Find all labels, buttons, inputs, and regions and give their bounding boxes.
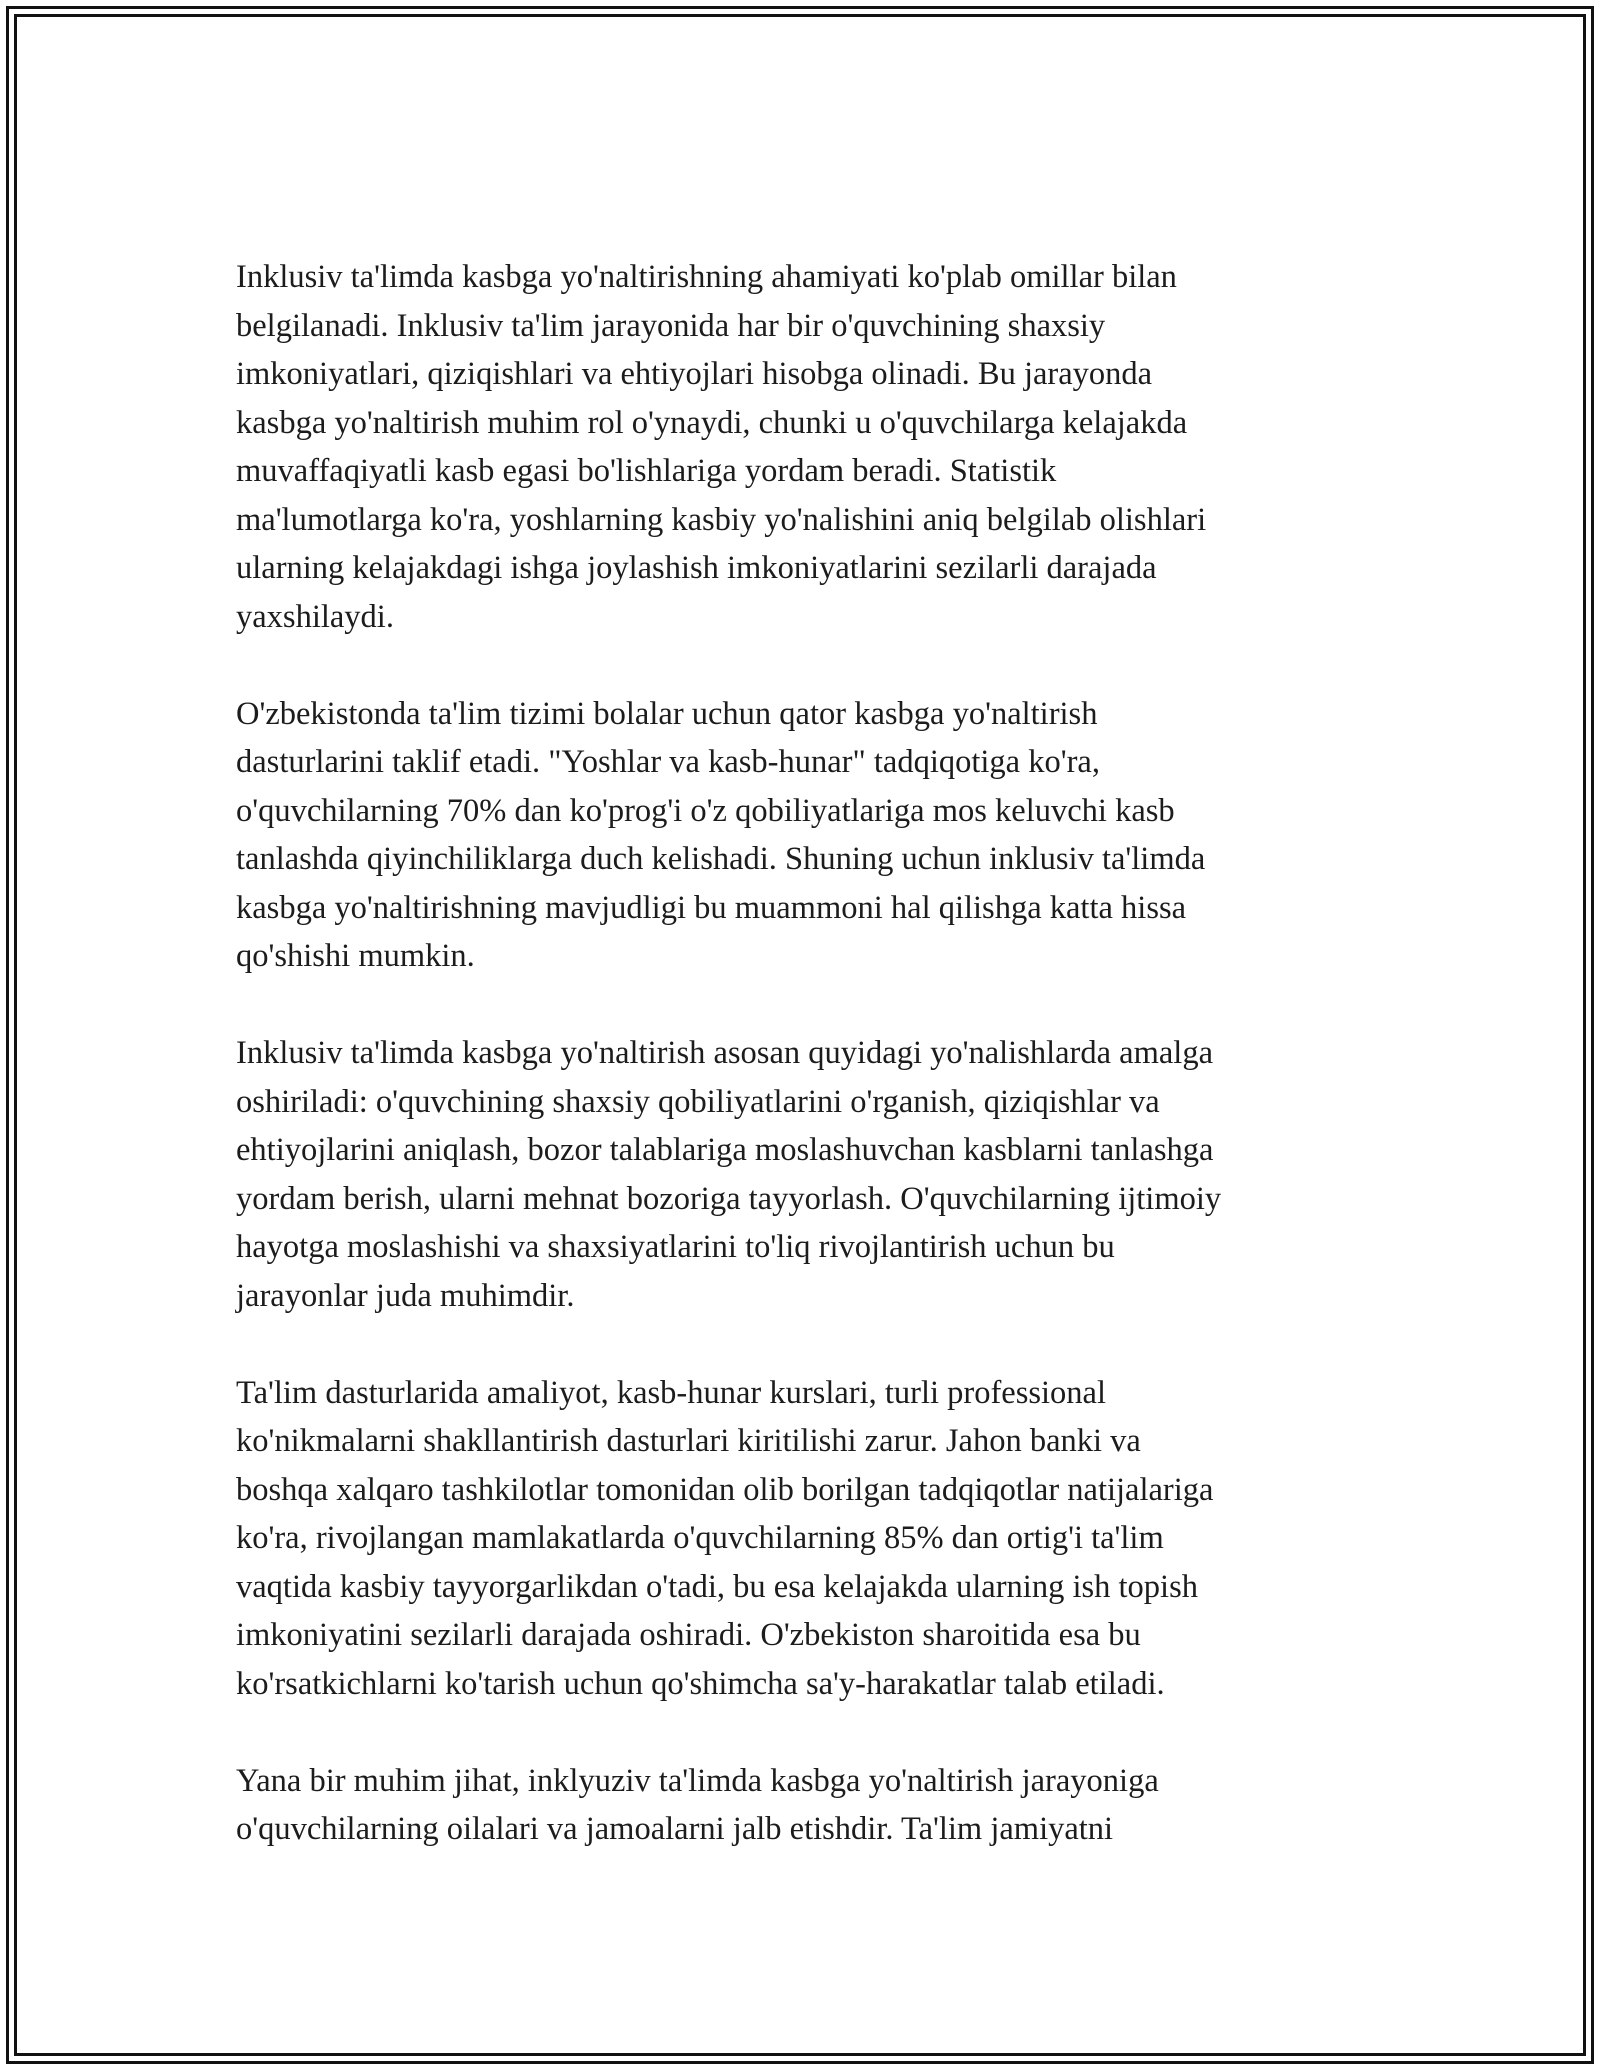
text-line: ko'nikmalarni shakllantirish dasturlari kiritilishi zarur. Jahon banki va bbox=[236, 1423, 1141, 1459]
text-line: Inklusiv ta'limda kasbga yo'naltirish asosan quyidagi yo'nalishlarda amalga bbox=[236, 1035, 1213, 1071]
text-line: yordam berish, ularni mehnat bozoriga tayyorlash. O'quvchilarning ijtimoiy bbox=[236, 1180, 1222, 1217]
text-line: kasbga yo'naltirishning mavjudligi bu muammoni hal qilishga katta hissa bbox=[236, 889, 1187, 926]
text-line: ko'rsatkichlarni ko'tarish uchun qo'shimcha sa'y-harakatlar talab etiladi. bbox=[236, 1665, 1165, 1702]
text-line: Inklusiv ta'limda kasbga yo'naltirishning ahamiyati ko'plab omillar bilan bbox=[236, 259, 1177, 295]
text-line: oshiriladi: o'quvchining shaxsiy qobiliyatlarini o'rganish, qiziqishlar va bbox=[236, 1083, 1160, 1120]
text-line: qo'shishi mumkin. bbox=[236, 938, 475, 974]
text-line: ko'ra, rivojlangan mamlakatlarda o'quvchilarning 85% dan ortig'i ta'lim bbox=[236, 1520, 1164, 1556]
text-line: Ta'lim dasturlarida amaliyot, kasb-hunar kurslari, turli professional bbox=[236, 1374, 1107, 1411]
text-line: imkoniyatini sezilarli darajada oshiradi. O'zbekiston sharoitida esa bu bbox=[236, 1617, 1141, 1653]
text-line: ularning kelajakdagi ishga joylashish imkoniyatlarini sezilarli darajada bbox=[236, 550, 1157, 586]
text-line: Yana bir muhim jihat, inklyuziv ta'limda kasbga yo'naltirish jarayoniga bbox=[236, 1762, 1159, 1799]
text-line: belgilanadi. Inklusiv ta'lim jarayonida har bir o'quvchining shaxsiy bbox=[236, 307, 1106, 344]
text-line: imkoniyatlari, qiziqishlari va ehtiyojlari hisobga olinadi. Bu jarayonda bbox=[236, 356, 1153, 392]
text-line: o'quvchilarning 70% dan ko'prog'i o'z qobiliyatlariga mos keluvchi kasb bbox=[236, 792, 1175, 829]
text-line: kasbga yo'naltirish muhim rol o'ynaydi, chunki u o'quvchilarga kelajakda bbox=[236, 404, 1188, 441]
document-body bbox=[236, 253, 1366, 1854]
text-line: tanlashda qiyinchiliklarga duch kelishadi. Shuning uchun inklusiv ta'limda bbox=[236, 841, 1206, 877]
text-line: muvaffaqiyatli kasb egasi bo'lishlariga yordam beradi. Statistik bbox=[236, 453, 1057, 489]
text-line: yaxshilaydi. bbox=[236, 598, 394, 635]
paragraph-5 bbox=[236, 1757, 1366, 1854]
text-line: hayotga moslashishi va shaxsiyatlarini to'liq rivojlantirish uchun bu bbox=[236, 1229, 1115, 1265]
text-line: O'zbekistonda ta'lim tizimi bolalar uchun qator kasbga yo'naltirish bbox=[236, 695, 1098, 732]
paragraph-3 bbox=[236, 1029, 1366, 1320]
paragraph-4 bbox=[236, 1369, 1366, 1709]
text-line: boshqa xalqaro tashkilotlar tomonidan olib borilgan tadqiqotlar natijalariga bbox=[236, 1471, 1214, 1508]
text-line: dasturlarini taklif etadi. "Yoshlar va kasb-hunar" tadqiqotiga ko'ra, bbox=[236, 744, 1100, 780]
paragraph-1 bbox=[236, 253, 1366, 641]
text-line: ma'lumotlarga ko'ra, yoshlarning kasbiy yo'nalishini aniq belgilab olishlari bbox=[236, 501, 1207, 538]
text-line: vaqtida kasbiy tayyorgarlikdan o'tadi, bu esa kelajakda ularning ish topish bbox=[236, 1568, 1198, 1605]
paragraph-2 bbox=[236, 690, 1366, 981]
text-line: o'quvchilarning oilalari va jamoalarni jalb etishdir. Ta'lim jamiyatni bbox=[236, 1811, 1114, 1847]
text-line: jarayonlar juda muhimdir. bbox=[236, 1277, 575, 1314]
text-line: ehtiyojlarini aniqlash, bozor talablariga moslashuvchan kasblarni tanlashga bbox=[236, 1132, 1214, 1168]
